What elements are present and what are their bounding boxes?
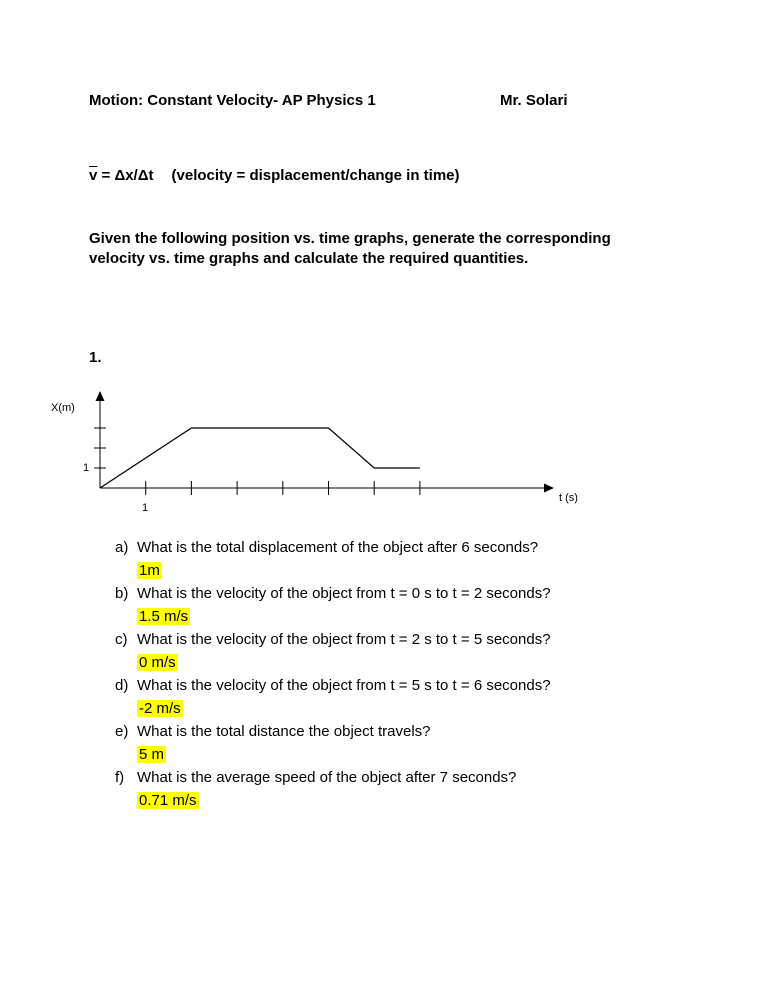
answer-line — [115, 559, 690, 582]
highlighted-answer: 0 m/s — [139, 654, 176, 671]
question-line — [115, 674, 690, 697]
question-line — [115, 720, 690, 743]
answer-line — [115, 605, 690, 628]
highlighted-answer: 1m — [139, 562, 160, 579]
question-letter: a) — [115, 539, 129, 556]
question-letter: b) — [115, 585, 129, 602]
question-line — [115, 582, 690, 605]
average-velocity-symbol: $\overline{v}$ — [89, 167, 98, 184]
question-text: What is the average speed of the object after 7 seconds? — [137, 769, 517, 786]
position-curve — [100, 428, 420, 488]
question-item — [115, 582, 690, 628]
formula-expression: = Δx/Δt — [97, 167, 154, 184]
document-title: Motion: Constant Velocity- AP Physics 1 — [89, 92, 376, 109]
question-item — [115, 766, 690, 812]
highlighted-answer: 1.5 m/s — [139, 608, 189, 625]
question-item — [115, 720, 690, 766]
y-tick-label-1: 1 — [83, 462, 90, 474]
question-text: What is the total displacement of the object after 6 seconds? — [137, 539, 539, 556]
questions-list — [115, 536, 690, 812]
question-item — [115, 628, 690, 674]
graph-svg — [48, 388, 593, 523]
question-text: What is the velocity of the object from t = 5 s to t = 6 seconds? — [137, 677, 551, 694]
question-text: What is the total distance the object travels? — [137, 723, 431, 740]
x-tick-label-1: 1 — [142, 502, 149, 514]
question-letter: f) — [115, 769, 125, 786]
question-line — [115, 536, 690, 559]
question-line — [115, 766, 690, 789]
answer-line — [115, 651, 690, 674]
highlighted-answer: 0.71 m/s — [139, 792, 197, 809]
x-axis-arrow — [544, 484, 554, 493]
answer-line — [115, 697, 690, 720]
formula-note: (velocity = displacement/change in time) — [171, 167, 460, 184]
x-axis-label: t (s) — [559, 492, 578, 504]
y-axis-label: X(m) — [51, 402, 75, 414]
question-text: What is the velocity of the object from t = 2 s to t = 5 seconds? — [137, 631, 551, 648]
velocity-formula — [89, 167, 460, 184]
problem-number: 1. — [89, 349, 102, 366]
position-time-graph — [48, 388, 593, 523]
question-item — [115, 536, 690, 582]
author-name: Mr. Solari — [500, 92, 568, 109]
question-line — [115, 628, 690, 651]
highlighted-answer: 5 m — [139, 746, 165, 763]
answer-line — [115, 743, 690, 766]
question-letter: e) — [115, 723, 129, 740]
question-letter: c) — [115, 631, 128, 648]
question-letter: d) — [115, 677, 129, 694]
question-text: What is the velocity of the object from t = 0 s to t = 2 seconds? — [137, 585, 551, 602]
instructions-paragraph: Given the following position vs. time graphs, generate the corresponding velocity vs. time graphs and calculate the required quantities. — [89, 230, 611, 267]
question-item — [115, 674, 690, 720]
highlighted-answer: -2 m/s — [139, 700, 181, 717]
answer-line — [115, 789, 690, 812]
y-axis-arrow — [96, 391, 105, 401]
